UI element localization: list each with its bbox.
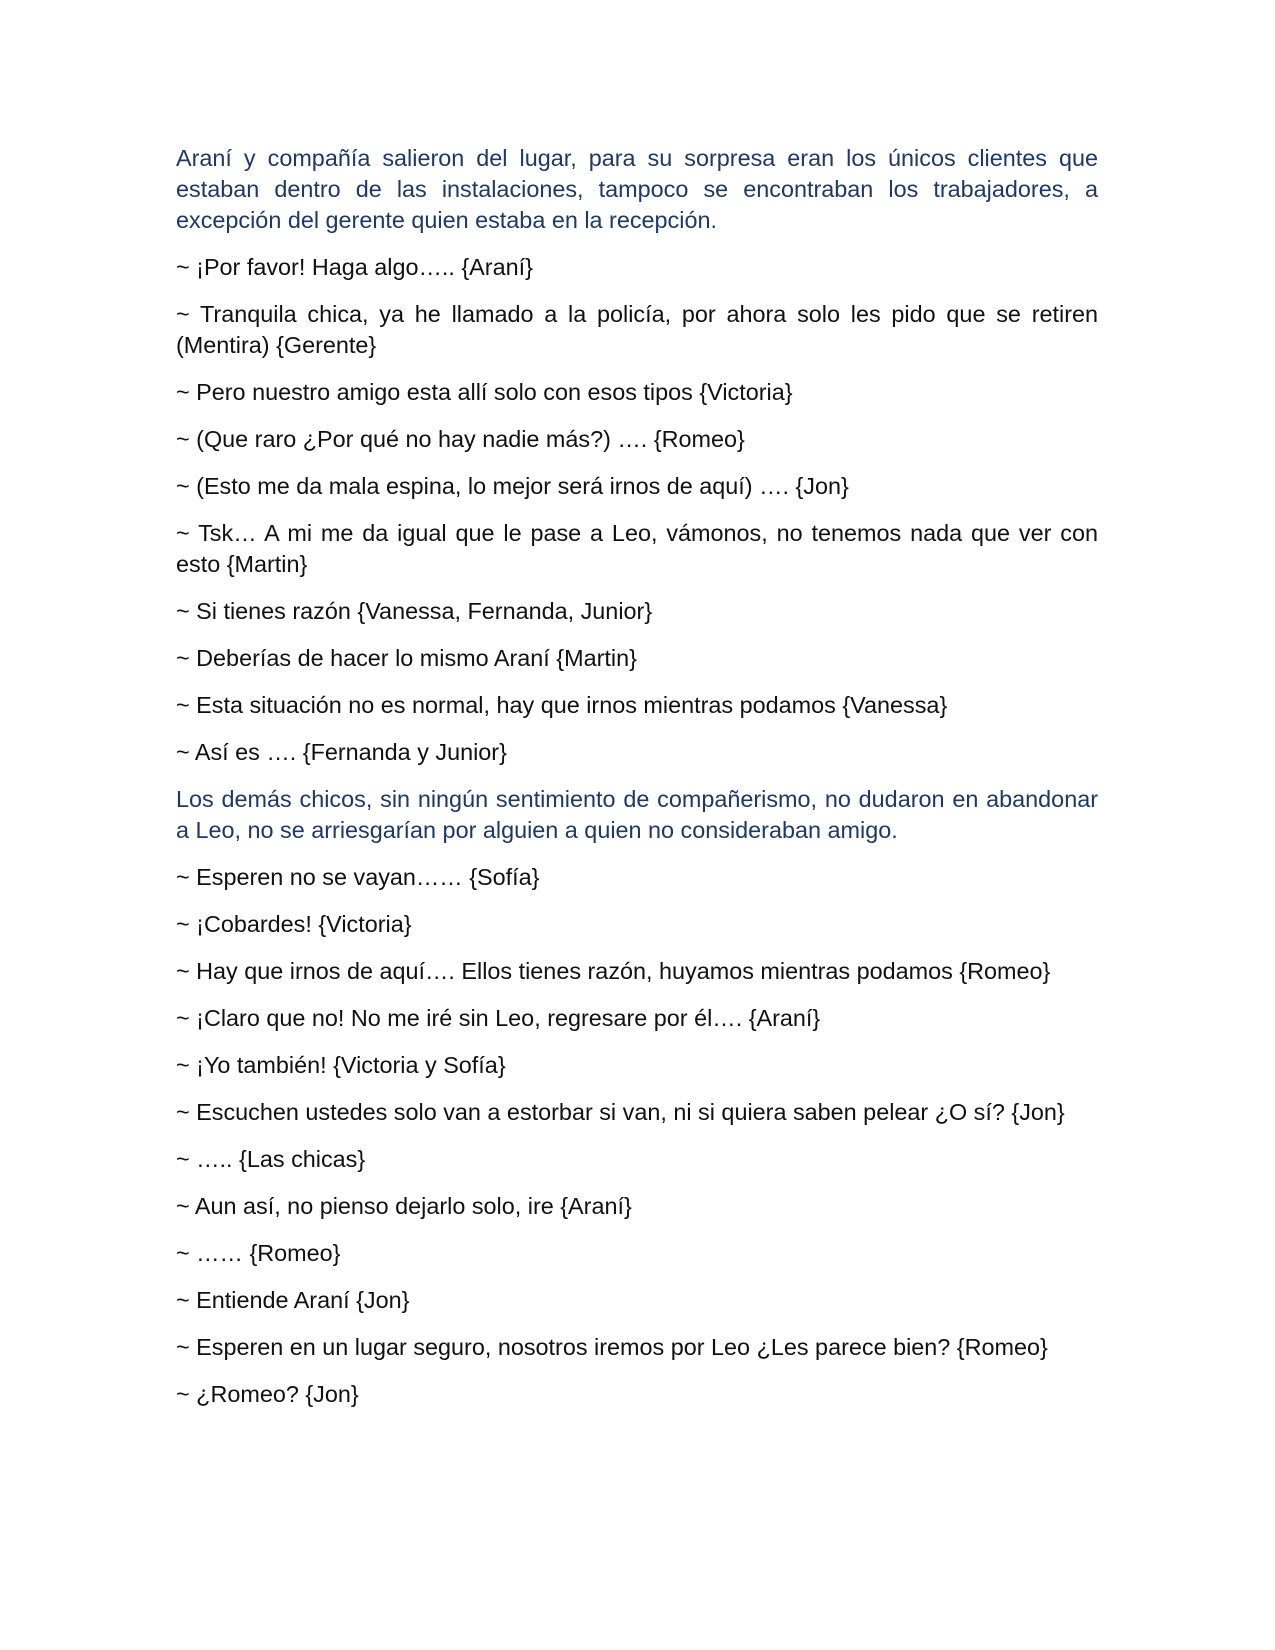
- dialogue-line: ~ Deberías de hacer lo mismo Araní {Martin}: [176, 645, 637, 671]
- document-page: [176, 143, 1098, 1426]
- narration-paragraph: Araní y compañía salieron del lugar, para su sorpresa eran los únicos clientes que estaban dentro de las instalaciones, tampoco se encontraban los trabajadores, a excepción del gerente quien estaba en la recepción.: [176, 145, 1098, 233]
- dialogue-line: ~ ¿Romeo? {Jon}: [176, 1381, 359, 1407]
- dialogue-line: ~ Tsk… A mi me da igual que le pase a Leo, vámonos, no tenemos nada que ver con esto {Martin}: [176, 520, 1098, 577]
- narration-paragraph: Los demás chicos, sin ningún sentimiento de compañerismo, no dudaron en abandonar a Leo, no se arriesgarían por alguien a quien no consideraban amigo.: [176, 786, 1098, 843]
- dialogue-line: ~ Esperen no se vayan…… {Sofía}: [176, 864, 540, 890]
- dialogue-line: ~ ¡Por favor! Haga algo….. {Araní}: [176, 254, 533, 280]
- dialogue-line: ~ Así es …. {Fernanda y Junior}: [176, 739, 507, 765]
- dialogue-line: ~ Escuchen ustedes solo van a estorbar si van, ni si quiera saben pelear ¿O sí? {Jon}: [176, 1099, 1065, 1125]
- dialogue-line: ~ (Que raro ¿Por qué no hay nadie más?) …. {Romeo}: [176, 426, 745, 452]
- dialogue-line: ~ ….. {Las chicas}: [176, 1146, 366, 1172]
- dialogue-line: ~ Pero nuestro amigo esta allí solo con esos tipos {Victoria}: [176, 379, 793, 405]
- dialogue-line: ~ Aun así, no pienso dejarlo solo, ire {Araní}: [176, 1193, 632, 1219]
- dialogue-line: ~ …… {Romeo}: [176, 1240, 341, 1266]
- dialogue-line: ~ Hay que irnos de aquí…. Ellos tienes razón, huyamos mientras podamos {Romeo}: [176, 958, 1051, 984]
- dialogue-line: ~ Si tienes razón {Vanessa, Fernanda, Junior}: [176, 598, 653, 624]
- dialogue-line: ~ Esperen en un lugar seguro, nosotros iremos por Leo ¿Les parece bien? {Romeo}: [176, 1334, 1048, 1360]
- dialogue-line: ~ Tranquila chica, ya he llamado a la policía, por ahora solo les pido que se retiren (Mentira) {Gerente}: [176, 301, 1098, 358]
- dialogue-line: ~ ¡Claro que no! No me iré sin Leo, regresare por él…. {Araní}: [176, 1005, 821, 1031]
- dialogue-line: ~ ¡Yo también! {Victoria y Sofía}: [176, 1052, 506, 1078]
- dialogue-line: ~ Esta situación no es normal, hay que irnos mientras podamos {Vanessa}: [176, 692, 948, 718]
- dialogue-line: ~ ¡Cobardes! {Victoria}: [176, 911, 412, 937]
- dialogue-line: ~ Entiende Araní {Jon}: [176, 1287, 410, 1313]
- dialogue-line: ~ (Esto me da mala espina, lo mejor será irnos de aquí) …. {Jon}: [176, 473, 849, 499]
